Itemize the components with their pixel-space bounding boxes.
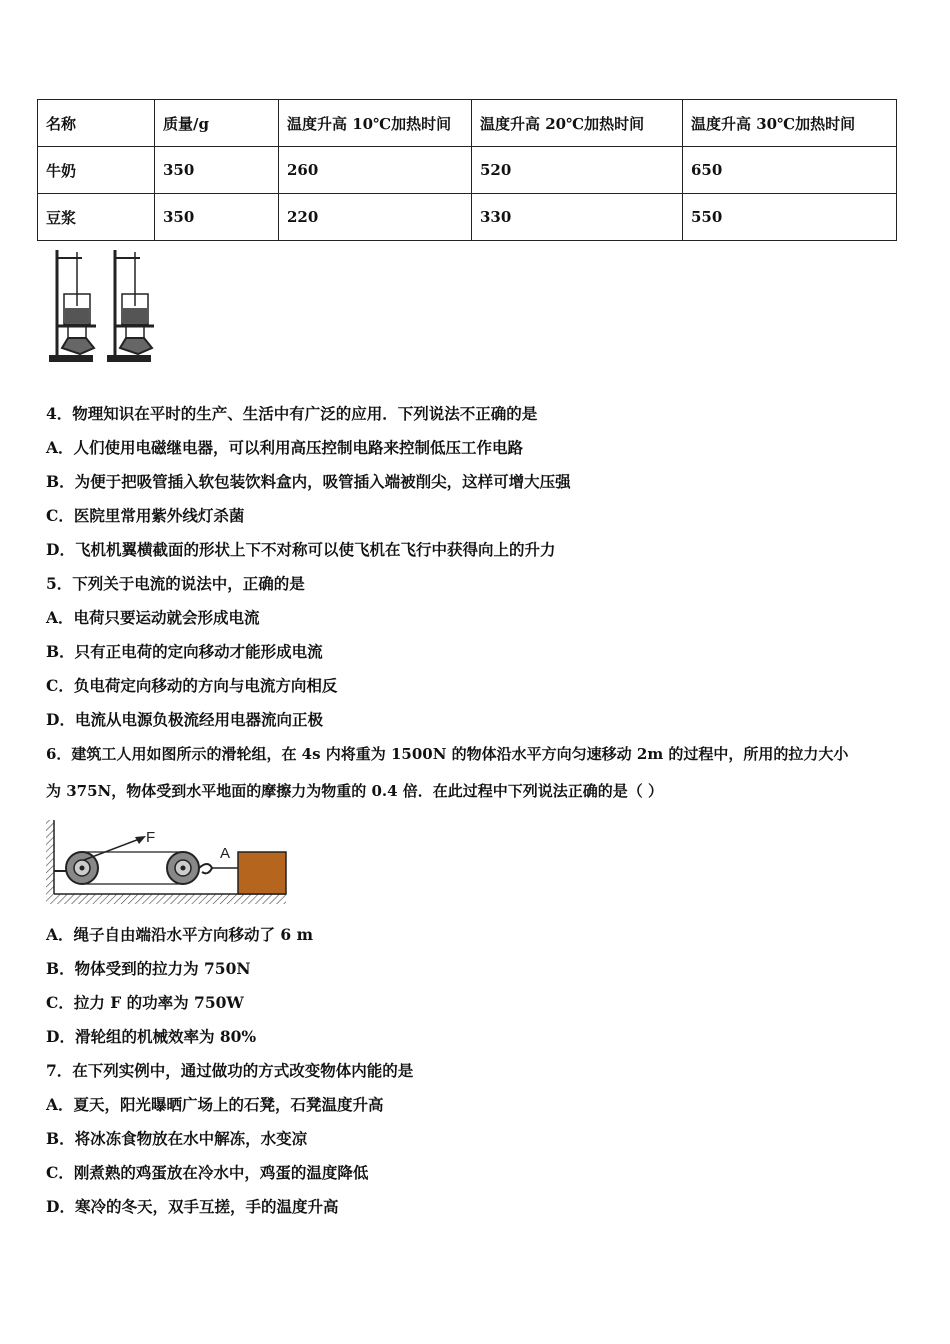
- q5-stem: 5．下列关于电流的说法中，正确的是: [46, 574, 305, 593]
- point-a-label: A: [220, 845, 231, 862]
- q5-option-c: C．负电荷定向移动的方向与电流方向相反: [46, 676, 338, 695]
- table-cell: 350: [155, 194, 279, 241]
- table-cell: 220: [279, 194, 472, 241]
- table-cell: 350: [155, 147, 279, 194]
- q6-option-d: D．滑轮组的机械效率为 80%: [46, 1027, 257, 1046]
- q5-option-b: B．只有正电荷的定向移动才能形成电流: [46, 642, 323, 661]
- q5-option-d: D．电流从电源负极流经用电器流向正极: [46, 710, 323, 729]
- apparatus-left: [50, 250, 96, 361]
- q6-option-a: A．绳子自由端沿水平方向移动了 6 m: [46, 925, 314, 944]
- q6-option-c: C．拉力 F 的功率为 750W: [46, 993, 244, 1012]
- table-cell: 名称: [38, 100, 155, 147]
- q7-option-a: A．夏天，阳光曝晒广场上的石凳，石凳温度升高: [46, 1095, 384, 1114]
- apparatus-right: [108, 250, 154, 361]
- q6-option-b: B．物体受到的拉力为 750N: [46, 959, 251, 978]
- table-cell: 质量/g: [155, 100, 279, 147]
- table-cell: 豆浆: [38, 194, 155, 241]
- block: [238, 852, 286, 894]
- movable-pulley: [167, 852, 212, 884]
- heating-time-table: [37, 99, 897, 241]
- q4-option-d: D．飞机机翼横截面的形状上下不对称可以使飞机在飞行中获得向上的升力: [46, 540, 556, 559]
- q7-option-b: B．将冰冻食物放在水中解冻，水变凉: [46, 1129, 308, 1148]
- pulley-system-figure: [46, 816, 290, 908]
- table-cell: 260: [279, 147, 472, 194]
- q7-option-c: C．刚煮熟的鸡蛋放在冷水中，鸡蛋的温度降低: [46, 1163, 369, 1182]
- wall: [46, 820, 54, 904]
- table-cell: 温度升高 20℃加热时间: [472, 100, 683, 147]
- table-cell: 550: [683, 194, 897, 241]
- q6-stem-line2: 为 375N，物体受到水平地面的摩擦力为物重的 0.4 倍．在此过程中下列说法正确的是（ ）: [46, 782, 664, 800]
- table-cell: 650: [683, 147, 897, 194]
- table-cell: 温度升高 10℃加热时间: [279, 100, 472, 147]
- q4-option-c: C．医院里常用紫外线灯杀菌: [46, 506, 245, 525]
- table-row: [38, 147, 897, 194]
- q4-option-b: B．为便于把吸管插入软包装饮料盒内，吸管插入端被削尖，这样可增大压强: [46, 472, 571, 491]
- table-header-row: [38, 100, 897, 147]
- ground: [54, 894, 286, 904]
- force-arrow: [84, 838, 142, 860]
- table-cell: 520: [472, 147, 683, 194]
- q6-stem-line1: 6．建筑工人用如图所示的滑轮组，在 4s 内将重为 1500N 的物体沿水平方向匀速移动 2m 的过程中，所用的拉力大小: [46, 745, 849, 763]
- q7-stem: 7．在下列实例中，通过做功的方式改变物体内能的是: [46, 1061, 414, 1080]
- table-cell: 330: [472, 194, 683, 241]
- table-cell: 温度升高 30℃加热时间: [683, 100, 897, 147]
- force-label: F: [146, 829, 156, 846]
- q4-stem: 4．物理知识在平时的生产、生活中有广泛的应用．下列说法不正确的是: [46, 404, 538, 423]
- q7-option-d: D．寒冷的冬天，双手互搓，手的温度升高: [46, 1197, 339, 1216]
- heating-apparatus-figure: [44, 246, 162, 366]
- q5-option-a: A．电荷只要运动就会形成电流: [46, 608, 260, 627]
- table-cell: 牛奶: [38, 147, 155, 194]
- table-row: [38, 194, 897, 241]
- q4-option-a: A．人们使用电磁继电器，可以利用高压控制电路来控制低压工作电路: [46, 438, 524, 457]
